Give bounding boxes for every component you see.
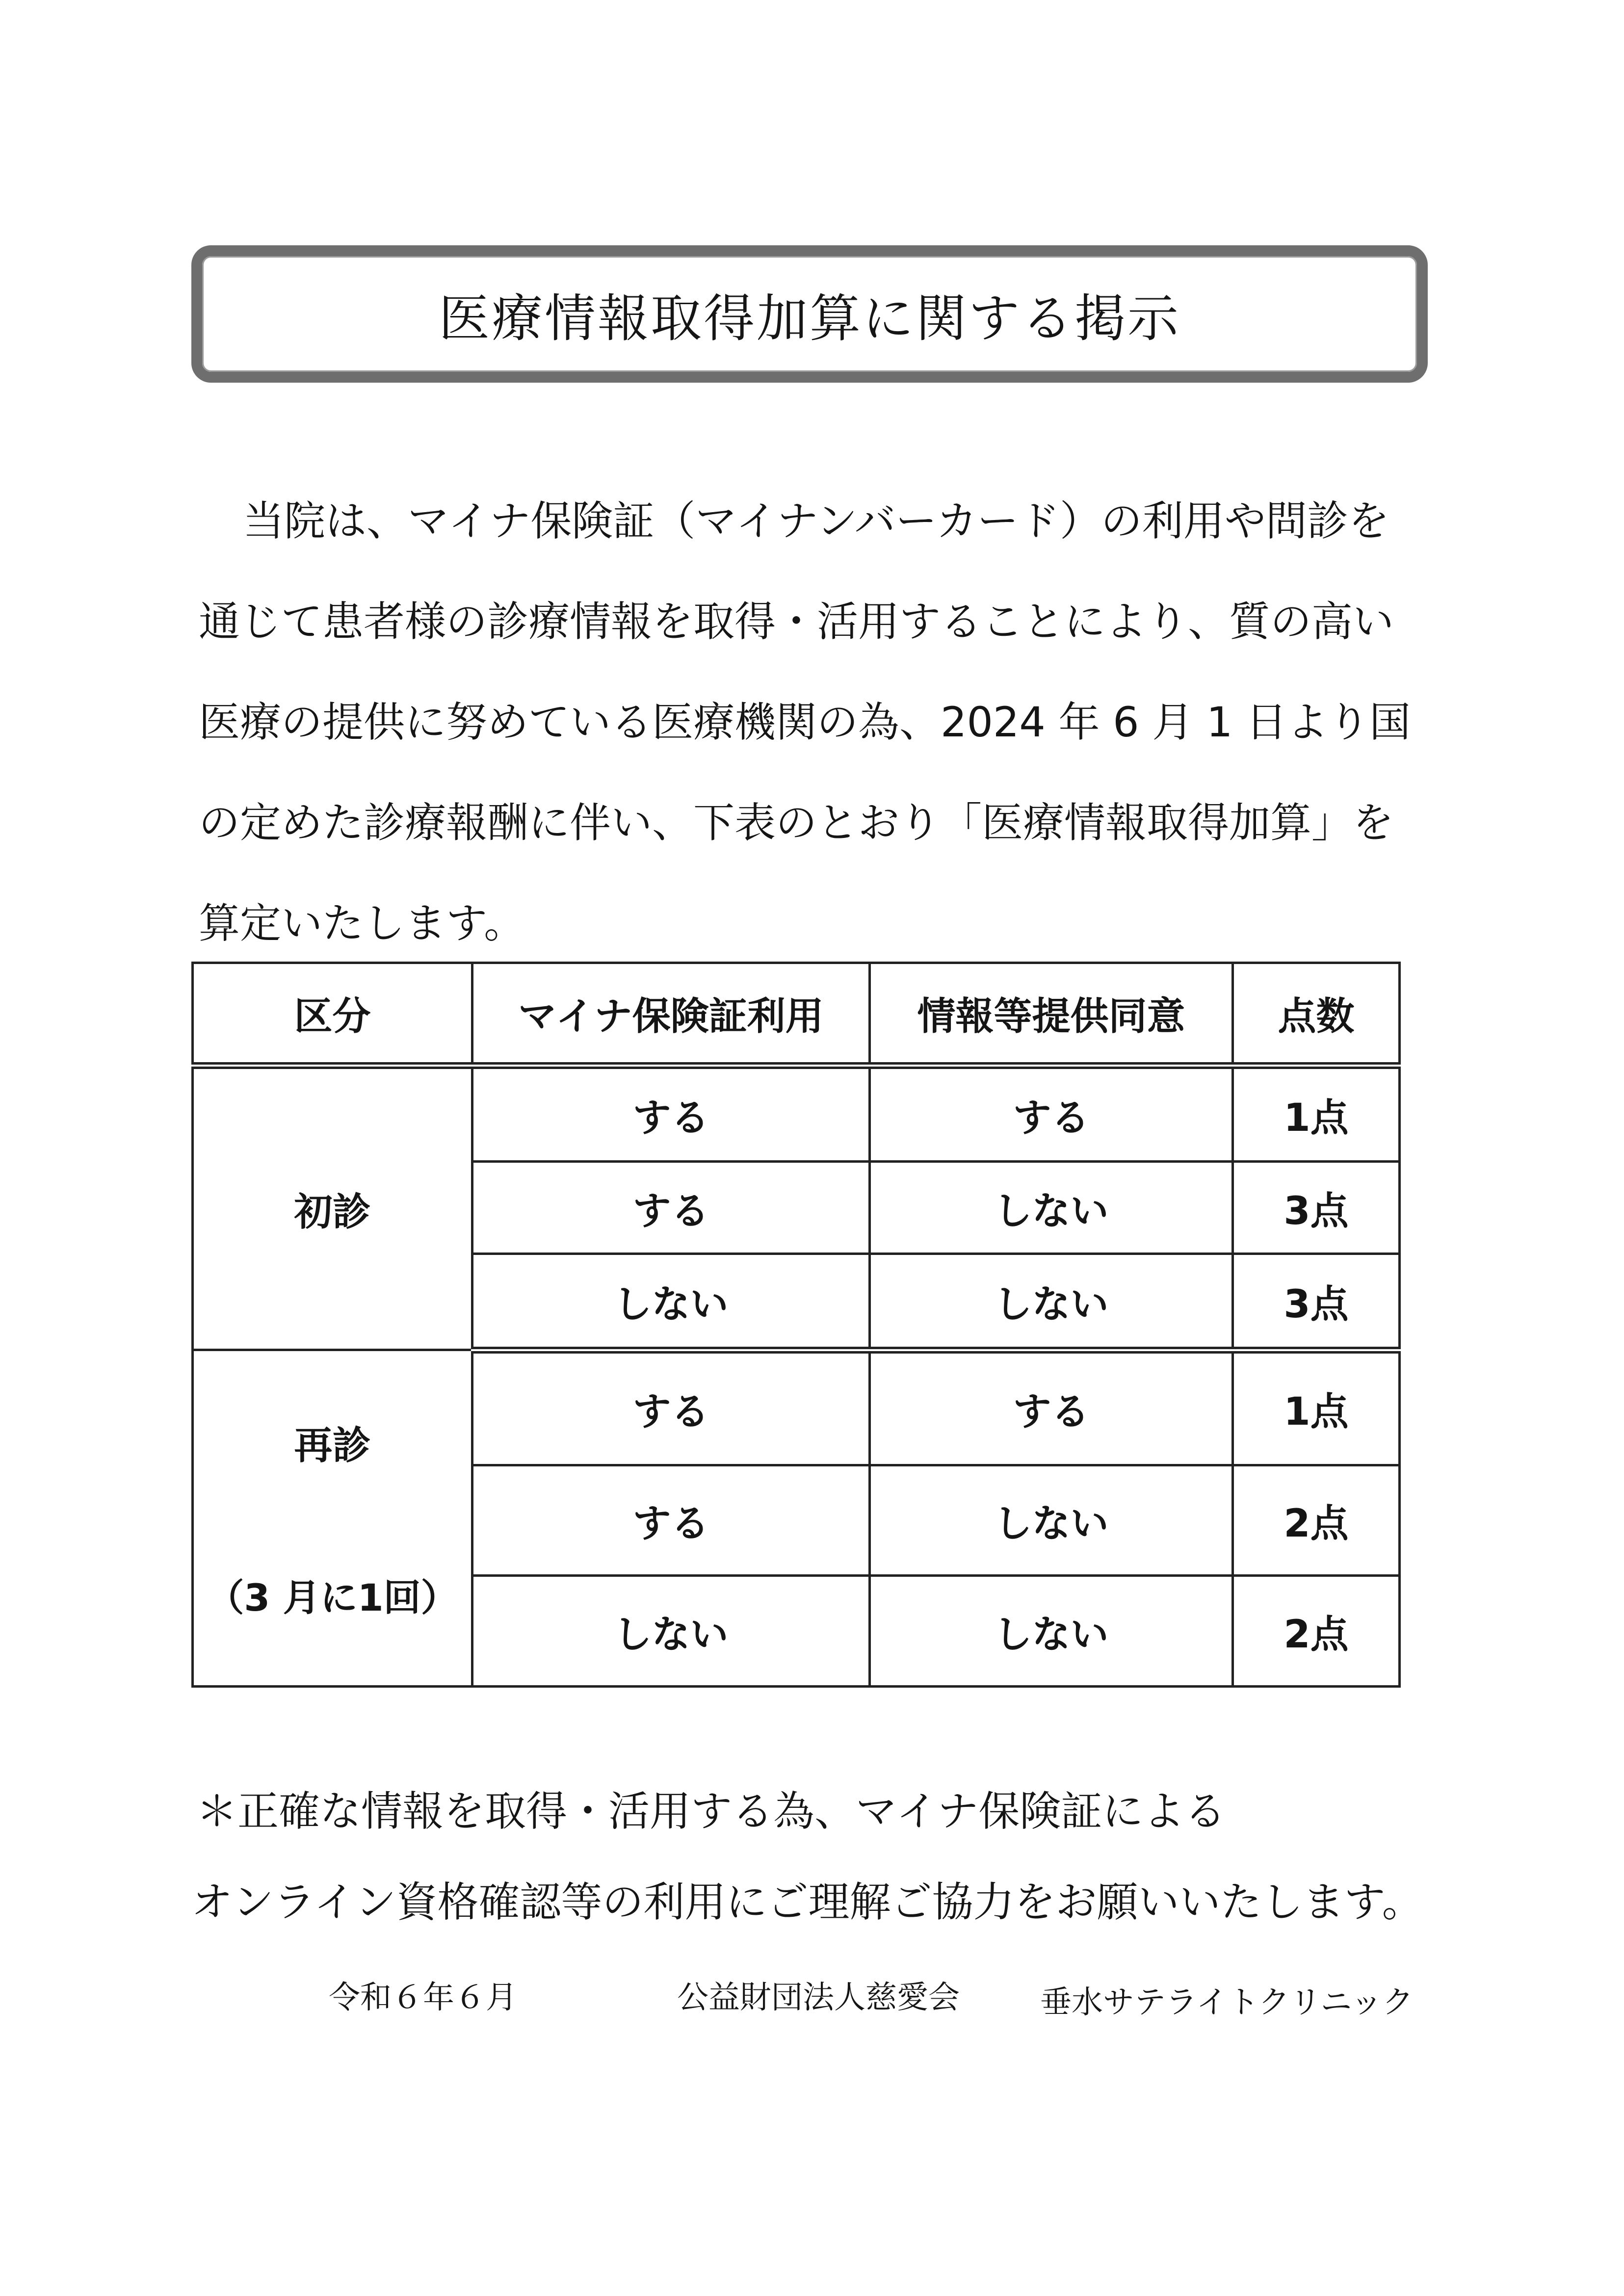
notes-section bbox=[191, 1766, 1467, 1948]
category-label: 再診 bbox=[294, 1424, 371, 1468]
note-line: オンライン資格確認等の利用にご理解ご協力をお願いいたします。 bbox=[191, 1878, 1423, 1926]
intro-line: の定めた診療報酬に伴い、下表のとおり「医療情報取得加算」を bbox=[199, 799, 1394, 847]
points-cell: 2点 bbox=[1233, 1576, 1400, 1687]
consent-cell: しない bbox=[870, 1162, 1233, 1254]
header-category: 区分 bbox=[193, 963, 472, 1066]
mynacard-cell: する bbox=[472, 1350, 870, 1465]
intro-line: 当院は、マイナ保険証（マイナンバーカード）の利用や問診を bbox=[243, 497, 1389, 545]
consent-cell: する bbox=[870, 1350, 1233, 1465]
consent-cell: しない bbox=[870, 1465, 1233, 1576]
category-first-visit bbox=[193, 1066, 472, 1350]
table-row bbox=[193, 1066, 1400, 1162]
intro-line: 医療の提供に努めている医療機関の為、2024 年 6 月 1 日より国 bbox=[199, 698, 1411, 746]
points-cell: 3点 bbox=[1233, 1162, 1400, 1254]
mynacard-cell: する bbox=[472, 1465, 870, 1576]
category-label: 初診 bbox=[294, 1190, 371, 1235]
consent-cell: する bbox=[870, 1066, 1233, 1162]
points-cell: 3点 bbox=[1233, 1254, 1400, 1350]
header-mynacard: マイナ保険証利用 bbox=[472, 963, 870, 1066]
header-points: 点数 bbox=[1233, 963, 1400, 1066]
intro-paragraph bbox=[199, 471, 1435, 974]
note-line: ＊正確な情報を取得・活用する為、マイナ保険証による bbox=[196, 1787, 1226, 1835]
footer-date: 令和６年６月 bbox=[329, 1980, 517, 2016]
mynacard-cell: しない bbox=[472, 1576, 870, 1687]
table-header-row bbox=[193, 963, 1400, 1066]
consent-cell: しない bbox=[870, 1254, 1233, 1350]
mynacard-cell: する bbox=[472, 1066, 870, 1162]
title-box bbox=[191, 245, 1428, 383]
table-row bbox=[193, 1350, 1400, 1465]
footer-clinic: 垂水サテライトクリニック bbox=[1040, 1984, 1414, 2021]
fee-table bbox=[191, 962, 1401, 1688]
points-cell: 2点 bbox=[1233, 1465, 1400, 1576]
points-cell: 1点 bbox=[1233, 1066, 1400, 1162]
mynacard-cell: する bbox=[472, 1162, 870, 1254]
header-consent: 情報等提供同意 bbox=[870, 963, 1233, 1066]
footer-organization: 公益財団法人慈愛会 bbox=[677, 1980, 960, 2016]
consent-cell: しない bbox=[870, 1576, 1233, 1687]
intro-line: 算定いたします。 bbox=[199, 899, 525, 947]
mynacard-cell: しない bbox=[472, 1254, 870, 1350]
category-revisit bbox=[193, 1350, 472, 1687]
intro-line: 通じて患者様の診療情報を取得・活用することにより、質の高い bbox=[199, 598, 1394, 646]
page-title: 医療情報取得加算に関する掲示 bbox=[438, 288, 1180, 348]
points-cell: 1点 bbox=[1233, 1350, 1400, 1465]
category-note: （3 月に1回） bbox=[207, 1576, 458, 1620]
